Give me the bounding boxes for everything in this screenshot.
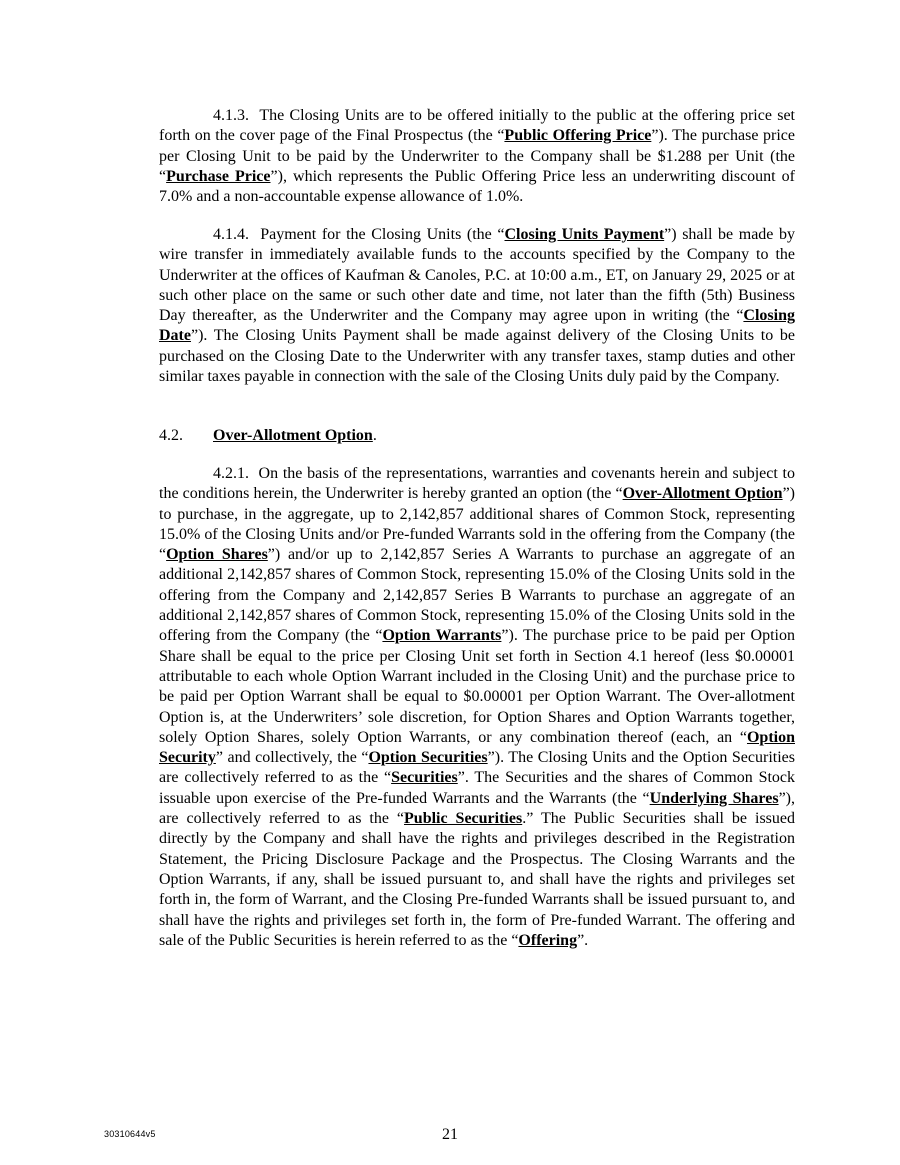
defined-term-public-offering-price: Public Offering Price (504, 127, 652, 145)
defined-term-option-securities: Option Securities (368, 749, 488, 767)
paragraph-text: ”. The Securities and the shares of Common Stock issuable upon exercise of the Pre-funded Warrants and the Warrants (the “ (159, 769, 796, 807)
paragraph-text: ”. (577, 931, 589, 949)
paragraph-4-1-3 (159, 106, 795, 207)
section-title-period: . (372, 427, 377, 444)
section-number: 4.1.3. (213, 107, 249, 124)
defined-term-over-allotment-option: Over-Allotment Option (622, 485, 783, 503)
defined-term-offering: Offering (518, 931, 578, 949)
defined-term-closing-units-payment: Closing Units Payment (504, 226, 665, 243)
defined-term-underlying-shares: Underlying Shares (649, 789, 779, 807)
paragraph-text: ”), are collectively referred to as the “ (159, 789, 795, 828)
document-id: 30310644v5 (104, 1129, 156, 1139)
paragraph-text: ”). The purchase price per Closing Unit to be paid by the Underwriter to the Company shall be $1.288 per Unit (the “ (159, 127, 796, 185)
paragraph-text: ”) shall be made by wire transfer in immediately available funds to the accounts specified by the Company to the Underwriter at the offices of Kaufman & Canoles, P.C. at 10:00 a.m., ET, on January 29, 2025 or at such other place on the same or such other date and time, not later than the fifth (5th) Business Day thereafter, as the Underwriter and the Company may agree upon in writing (the “ (159, 226, 795, 325)
paragraph-text: ”). The purchase price to be paid per Option Share shall be equal to the price per Closing Unit set forth in Section 4.1 hereof (less $0.00001 attributable to each whole Option Warrant included in the Closing Unit) and the purchase price to be paid per Option Warrant shall be equal to $0.00001 per Option Warrant. The Over-allotment Option is, at the Underwriters’ sole discretion, for Option Shares and Option Warrants together, solely Option Shares, solely Option Warrants, or any combination thereof (each, an “ (159, 627, 796, 746)
paragraph-text: ”) to purchase, in the aggregate, up to 2,142,857 additional shares of Common Stock, representing 15.0% of the Closing Units and/or Pre-funded Warrants sold in the offering from the Company (the “ (159, 485, 795, 564)
defined-term-option-warrants: Option Warrants (382, 627, 502, 645)
defined-term-purchase-price: Purchase Price (166, 167, 271, 185)
paragraph-text: ”). The Closing Units Payment shall be made against delivery of the Closing Units to be purchased on the Closing Date to the Underwriter with any transfer taxes, stamp duties and other similar taxes payable in connection with the sale of the Closing Units duly paid by the Company. (159, 327, 795, 386)
paragraph-text: The Closing Units are to be offered initially to the public at the offering price set forth on the cover page of the Final Prospectus (the “ (159, 107, 796, 145)
section-heading-4-2 (159, 426, 795, 446)
page-number: 21 (442, 1126, 458, 1143)
defined-term-option-shares: Option Shares (166, 546, 268, 564)
paragraph-4-1-4 (159, 225, 795, 387)
defined-term-closing-date: Closing Date (159, 307, 795, 345)
section-number: 4.2. (159, 427, 183, 444)
paragraph-text: Payment for the Closing Units (the “ (260, 226, 505, 243)
paragraph-text: ”) and/or up to 2,142,857 Series A Warrants to purchase an aggregate of an additional 2,142,857 shares of Common Stock, representing 15.0% of the Closing Units sold in the offering from the Company and 2,142,857 Series B Warrants to purchase an aggregate of an additional 2,142,857 shares of Common Stock, representing 15.0% of the Closing Units sold in the offering from the Company (the “ (159, 546, 796, 645)
paragraph-text: ”). The Closing Units and the Option Securities are collectively referred to as the “ (159, 749, 795, 787)
paragraph-text: ”), which represents the Public Offering Price less an underwriting discount of 7.0% and a non-accountable expense allowance of 1.0%. (159, 167, 795, 206)
section-number: 4.2.1. (213, 465, 249, 482)
defined-term-option-security: Option Security (159, 728, 795, 767)
defined-term-public-securities: Public Securities (404, 810, 523, 828)
section-title-over-allotment-option: Over-Allotment Option (213, 427, 373, 444)
defined-term-securities: Securities (391, 769, 458, 787)
paragraph-4-2-1 (159, 464, 795, 951)
section-number: 4.1.4. (213, 226, 249, 243)
paragraph-text: ” and collectively, the “ (215, 749, 369, 767)
paragraph-text: .” The Public Securities shall be issued directly by the Company and shall have the rights and privileges described in the Registration Statement, the Pricing Disclosure Package and the Prospectus. The Closing Warrants and the Option Warrants, if any, shall be issued pursuant to, and shall have the rights and privileges set forth in, the form of Warrant, and the Closing Pre-funded Warrants shall be issued pursuant to, and shall have the rights and privileges set forth in, the form of Pre-funded Warrant. The offering and sale of the Public Securities is herein referred to as the “ (159, 810, 796, 949)
paragraph-text: On the basis of the representations, warranties and covenants herein and subject to the conditions herein, the Underwriter is hereby granted an option (the “ (159, 465, 795, 503)
